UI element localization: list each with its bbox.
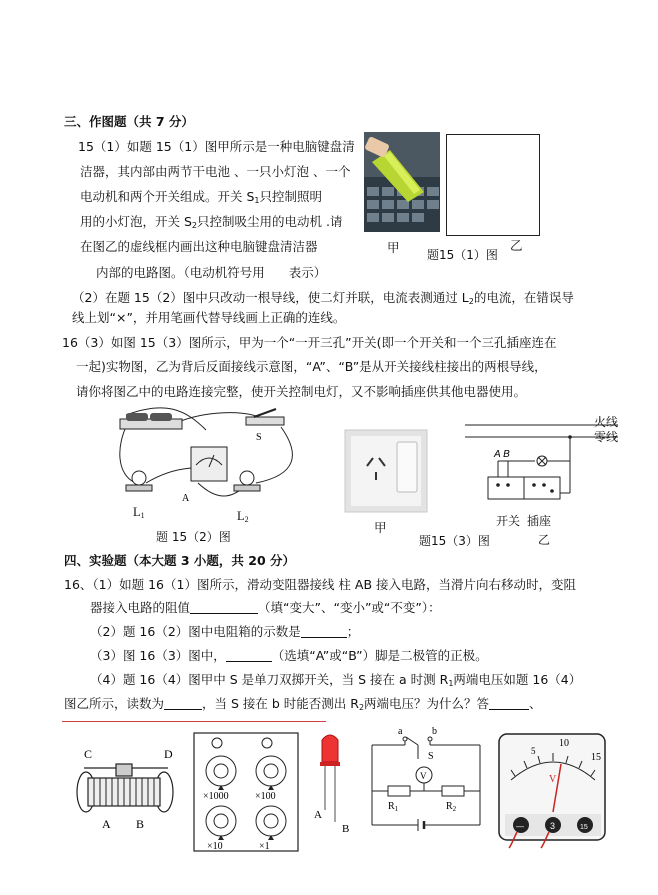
fig16-2-label-x1: ×1 <box>259 841 270 852</box>
fig16-2-label-x10: ×10 <box>207 841 223 852</box>
fig16-4-label-s: S <box>428 751 434 762</box>
section3-heading: 三、作图题（共 7 分） <box>64 114 194 129</box>
fig16-2-resistance-box <box>193 727 301 853</box>
fig15-1-label-jia: 甲 <box>387 240 400 255</box>
fig15-1-label-yi: 乙 <box>510 238 523 253</box>
fig15-3-label-neutral: 零线 <box>594 430 619 444</box>
fig16-1-label-b: B <box>136 817 145 831</box>
fig16-5-voltmeter <box>497 730 609 848</box>
q15-1-line6: 内部的电路图。（电动机符号用 表示） <box>96 265 327 280</box>
fig16-1-label-d: D <box>164 747 173 761</box>
q16-1-line1: 16、（1）如题 16（1）图所示，滑动变阻器接线 柱 AB 接入电路，当滑片向右移动时，变阻 <box>64 577 576 592</box>
fig16-4-label-r1: $R_1$ <box>388 801 399 813</box>
q15-1-line1: 15（1）如题 15（1）图甲所示是一种电脑键盘清 <box>78 139 355 154</box>
fig16-1-rheostat <box>60 740 182 840</box>
fig15-3-caption: 题15（3）图 <box>419 534 490 548</box>
fig15-2-label-l1: $L_1$ <box>133 505 145 520</box>
q16-2-line: （2）题 16（2）图中电阻箱的示数是 ； <box>90 624 360 639</box>
fig16-2-label-x100: ×100 <box>255 791 276 802</box>
fig16-5-key-minus: — <box>516 822 524 831</box>
fig16-5-label-v: V <box>549 774 557 785</box>
q15-1-line4: 用的小灯泡，开关 $S_2$只控制吸尘用的电动机 .请 <box>80 214 343 230</box>
q16-3-line2: 一起)实物图，乙为背后反面接线示意图，“A”、“B”是从开关接线柱接出的两根导线， <box>76 359 547 374</box>
q16-3-line3: 请你将图乙中的电路连接完整，使开关控制电灯，又不影响插座供其他电器使用。 <box>76 384 527 399</box>
q15-2-line2: 线上划“×”，并用笔画代替导线画上正确的连线。 <box>72 310 346 325</box>
fig15-2-label-s: S <box>256 432 262 443</box>
fig15-1-caption: 题15（1）图 <box>427 248 498 262</box>
keyboard-cleaner-photo <box>364 132 440 232</box>
fig15-3-label-switch: 开关 <box>496 514 521 528</box>
fig16-2-label-x1000: ×1000 <box>203 791 229 802</box>
fig15-1-dashed-box <box>446 134 540 236</box>
red-divider <box>62 721 326 722</box>
fig15-2-label-l2: $L_2$ <box>237 509 249 524</box>
fig15-2-caption: 题 15（2）图 <box>156 530 231 544</box>
fig16-4-label-v: V <box>420 771 427 781</box>
section4-heading: 四、实验题（本大题 3 小题，共 20 分） <box>64 553 296 568</box>
fig16-5-tick-5: 5 <box>531 746 536 756</box>
fig16-4-label-b: b <box>432 726 437 737</box>
fig16-5-key-3: 3 <box>550 821 556 831</box>
q16-4-line2: 图乙所示，读数为 ，当 S 接在 b 时能否测出 $R_2$两端电压？为什么？答 、 <box>64 696 542 712</box>
fig16-5-key-15: 15 <box>580 824 588 831</box>
fig16-4-label-a: a <box>398 726 403 737</box>
q15-1-line5: 在图乙的虚线框内画出这种电脑键盘清洁器 <box>80 239 318 254</box>
fig15-2-label-a: A <box>182 493 190 504</box>
fig16-3-label-a: A <box>314 809 322 821</box>
fig16-1-label-c: C <box>84 747 93 761</box>
q15-2-line1: （2）在题 15（2）图中只改动一根导线，使二灯并联，电流表测通过 $L_2$的电流，在错误导 <box>72 290 574 306</box>
q15-1-line2: 洁器，其内部由两节干电池 、一只小灯泡 、一个 <box>80 164 351 179</box>
fig15-3-label-yi: 乙 <box>538 533 551 547</box>
fig15-3-label-ab: A B <box>494 449 510 460</box>
fig15-2-circuit <box>106 405 306 520</box>
fig16-5-tick-15: 15 <box>591 752 601 763</box>
fig15-3-label-jia: 甲 <box>374 520 387 535</box>
fig16-4-label-r2: $R_2$ <box>446 801 457 813</box>
fig15-3-label-socket: 插座 <box>527 514 552 528</box>
q16-3-line1: 16（3）如图 15（3）图所示，甲为一个“一开三孔”开关(即一个开关和一个三孔插座连在 <box>62 335 557 350</box>
fig16-1-label-a: A <box>102 817 111 831</box>
q16-1-line2: 器接入电路的阻值 （填“变大”、“变小”或“不变”）： <box>90 600 441 615</box>
fig16-5-tick-10: 10 <box>559 738 569 749</box>
q15-1-line3: 电动机和两个开关组成。开关 $S_1$只控制照明 <box>80 189 323 205</box>
fig16-4-circuit <box>370 725 488 833</box>
outlet-switch-photo <box>345 430 427 512</box>
fig15-3-label-live: 火线 <box>594 415 619 429</box>
fig16-3-led <box>310 730 354 840</box>
fig16-3-label-b: B <box>342 823 350 835</box>
q16-4-line1: （4）题 16（4）图甲中 S 是单刀双掷开关，当 S 接在 a 时测 $R_1$两端电压如题 16（4） <box>90 672 582 688</box>
q16-3-line: （3）图 16（3）图中， （选填“A”或“B”）脚是二极管的正极。 <box>90 648 488 663</box>
